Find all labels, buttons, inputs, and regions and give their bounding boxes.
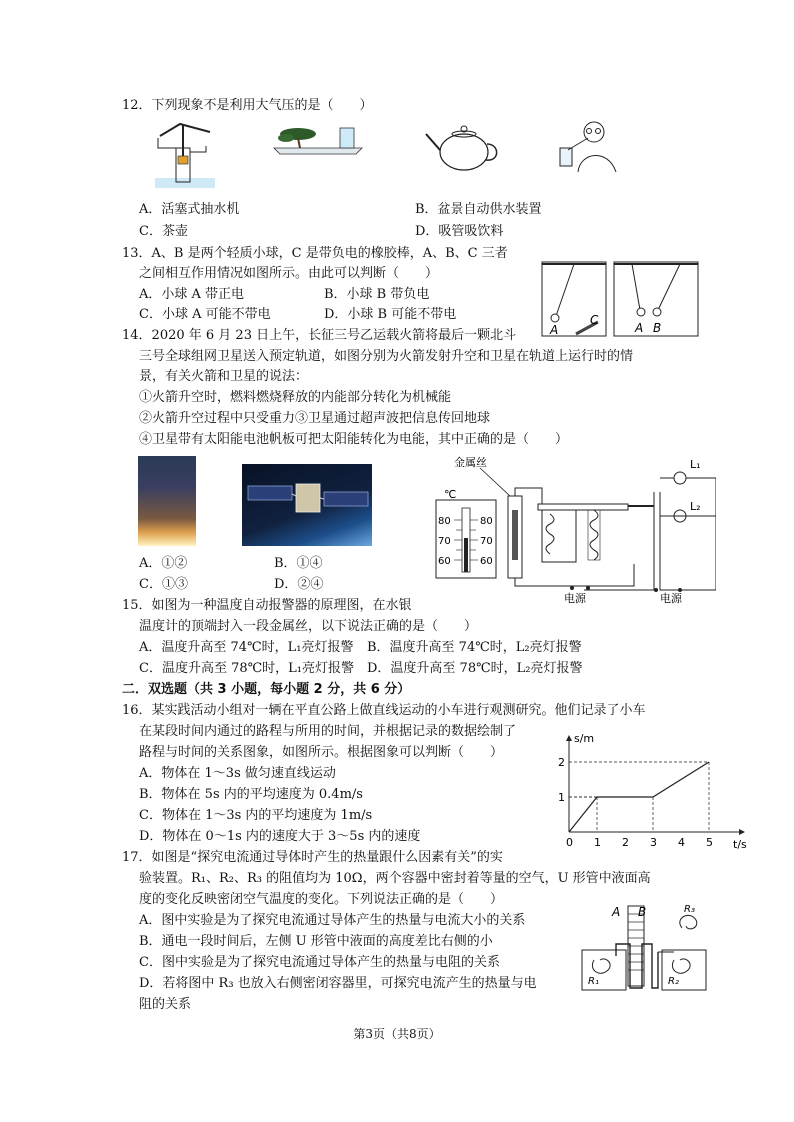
q15-stem-line2: 温度计的顶端封入一段金属丝，以下说法正确的是（ ）	[139, 619, 478, 634]
q13-label-c: C	[590, 313, 599, 327]
q12-bonsai-figure	[270, 126, 365, 158]
q15-l2-label: L₂	[690, 500, 701, 513]
q15-source1-label: 电源	[564, 592, 586, 605]
q17-option-a: A．图中实验是为了探究电流通过导体产生的热量与电流大小的关系	[139, 913, 526, 928]
q14-option-d: D．②④	[274, 577, 324, 592]
q17-label-a: A	[612, 905, 621, 919]
q17-option-b: B．通电一段时间后，左侧 U 形管中液面的高度差比右侧的小	[139, 934, 493, 949]
q15-tick-right-60: 60	[480, 556, 493, 567]
page-footer: 第3页（共8页）	[353, 1027, 441, 1041]
q15-tick-left-80: 80	[438, 516, 451, 527]
q12-teapot-figure	[424, 120, 504, 172]
q14-satellite-photo	[242, 464, 372, 546]
y-tick-label: 2	[558, 756, 565, 769]
q14-stem-line2: 三号全球组网卫星送入预定轨道，如图分别为火箭发射升空和卫星在轨道上运行时的情	[139, 349, 634, 364]
q17-label-r3: R₃	[684, 904, 695, 915]
y-axis-label: s/m	[574, 732, 595, 745]
q17-label-r2: R₂	[668, 976, 679, 987]
q17-option-d-line2: 阻的关系	[139, 997, 192, 1012]
q15-alarm-circuit-figure	[434, 452, 716, 606]
q13-label-b: B	[653, 321, 662, 335]
q12-option-c: C．茶壶	[139, 224, 188, 239]
q13-option-a: A．小球 A 带正电	[139, 287, 245, 302]
q17-label-b: B	[638, 905, 647, 919]
q15-tick-right-70: 70	[480, 536, 493, 547]
q15-tick-left-60: 60	[438, 556, 451, 567]
q15-option-d: D．温度升高至 78℃时，L₂亮灯报警	[367, 661, 583, 676]
q17-stem-line2: 验装置。R₁、R₂、R₃ 的阻值均为 10Ω，两个容器中密封着等量的空气，U 形管中液面高	[139, 871, 651, 886]
q17-stem-line1: 17．如图是“探究电流通过导体时产生的热量跟什么因素有关”的实	[122, 850, 503, 865]
q16-st-chart	[548, 726, 754, 852]
q16-stem-line1: 16．某实践活动小组对一辆在平直公路上做直线运动的小车进行观测研究。他们记录了小车	[122, 703, 646, 718]
q17-option-c: C．图中实验是为了探究电流通过导体产生的热量与电阻的关系	[139, 955, 500, 970]
x-tick-label: 1	[594, 836, 601, 849]
q13-pendulum-figure	[540, 260, 700, 340]
q14-stem-line1: 14．2020 年 6 月 23 日上午，长征三号乙运载火箭将最后一颗北斗	[122, 328, 517, 343]
q13-stem-line1: 13．A、B 是两个轻质小球，C 是带负电的橡胶棒，A、B、C 三者	[122, 246, 508, 261]
q13-option-c: C．小球 A 可能不带电	[139, 307, 271, 322]
q15-tick-left-70: 70	[438, 536, 451, 547]
q17-label-r1: R₁	[588, 976, 599, 987]
x-tick-label: 3	[650, 836, 657, 849]
x-axis-label: t/s	[733, 838, 747, 851]
q16-option-c: C．物体在 1～3s 内的平均速度为 1m/s	[139, 808, 373, 823]
q12-pump-figure	[150, 118, 220, 190]
q15-source2-label: 电源	[660, 592, 682, 605]
section-2-heading: 二．双选题（共 3 小题，每小题 2 分，共 6 分）	[122, 682, 411, 697]
q14-statement-4: ④卫星带有太阳能电池帆板可把太阳能转化为电能，其中正确的是（ ）	[139, 432, 569, 447]
q17-stem-line3: 度的变化反映密闭空气温度的变化。下列说法正确的是（ ）	[139, 892, 504, 907]
x-tick-label: 5	[706, 836, 713, 849]
q12-option-b: B．盆景自动供水装置	[415, 202, 542, 217]
y-tick-label: 1	[558, 791, 565, 804]
q15-option-c: C．温度升高至 78℃时，L₁亮灯报警	[139, 661, 355, 676]
q13-label-a1: A	[550, 323, 559, 337]
q17-joule-heating-figure	[576, 898, 712, 994]
q13-stem-line2: 之间相互作用情况如图所示。由此可以判断（ ）	[139, 266, 439, 281]
q13-label-a2: A	[635, 321, 644, 335]
q12-straw-figure	[556, 118, 626, 174]
q13-option-d: D．小球 B 可能不带电	[324, 307, 457, 322]
q13-option-b: B．小球 B 带负电	[324, 287, 430, 302]
q14-stem-line3: 景，有关火箭和卫星的说法：	[139, 369, 309, 384]
q16-option-a: A．物体在 1～3s 做匀速直线运动	[139, 766, 336, 781]
q15-stem-line1: 15．如图为一种温度自动报警器的原理图，在水银	[122, 598, 412, 613]
x-tick-label: 4	[678, 836, 685, 849]
q15-wire-label: 金属丝	[454, 456, 487, 469]
q15-unit-label: ℃	[444, 488, 457, 501]
q12-option-d: D．吸管吸饮料	[415, 224, 504, 239]
q14-option-a: A．①②	[139, 556, 188, 571]
q12-option-a: A．活塞式抽水机	[139, 202, 240, 217]
q16-stem-line2: 在某段时间内通过的路程与所用的时间，并根据记录的数据绘制了	[139, 724, 517, 739]
q14-rocket-photo	[138, 456, 196, 546]
q16-option-b: B．物体在 5s 内的平均速度为 0.4m/s	[139, 787, 363, 802]
x-tick-label: 0	[566, 836, 573, 849]
q14-statement-1: ①火箭升空时，燃料燃烧释放的内能部分转化为机械能	[139, 390, 452, 405]
q14-option-c: C．①③	[139, 577, 188, 592]
q15-option-b: B．温度升高至 74℃时，L₂亮灯报警	[367, 640, 582, 655]
q15-option-a: A．温度升高至 74℃时，L₁亮灯报警	[139, 640, 354, 655]
q15-tick-right-80: 80	[480, 516, 493, 527]
q14-statement-2-3: ②火箭升空过程中只受重力③卫星通过超声波把信息传回地球	[139, 411, 491, 426]
q16-stem-line3: 路程与时间的关系图象，如图所示。根据图象可以判断（ ）	[139, 745, 504, 760]
x-tick-label: 2	[622, 836, 629, 849]
q12-stem: 12．下列现象不是利用大气压的是（ ）	[122, 98, 373, 113]
q16-option-d: D．物体在 0～1s 内的速度大于 3～5s 内的速度	[139, 829, 421, 844]
q15-l1-label: L₁	[690, 458, 701, 471]
q17-option-d-line1: D．若将图中 R₃ 也放入右侧密闭容器里，可探究电流产生的热量与电	[139, 976, 537, 991]
q14-option-b: B．①④	[274, 556, 323, 571]
